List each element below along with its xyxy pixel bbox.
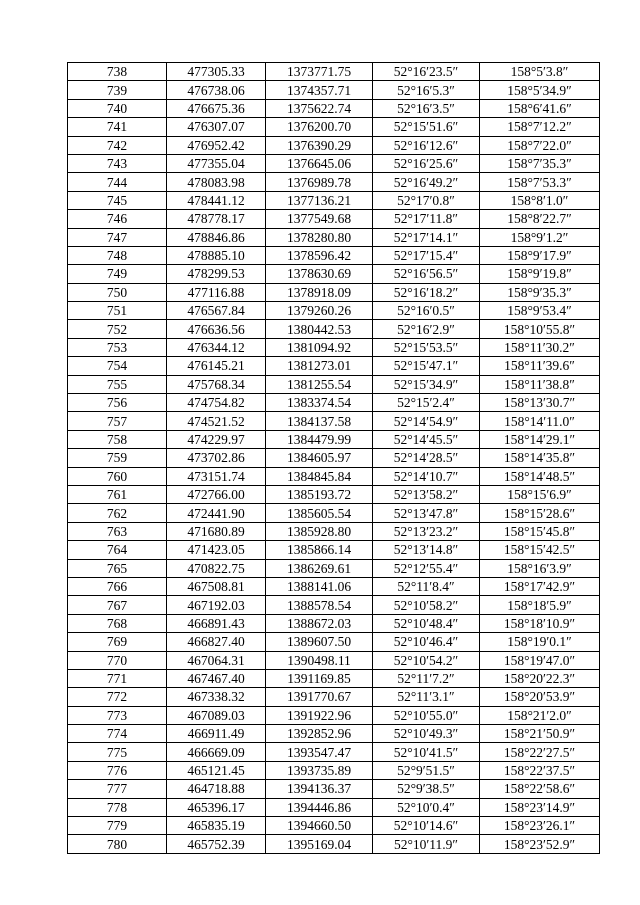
x-coordinate-cell: 478083.98 [167,173,266,191]
latitude-cell: 52°17′0.8″ [373,191,480,209]
table-row [68,191,600,209]
y-coordinate-cell: 1395169.04 [266,835,373,853]
y-coordinate-cell: 1384605.97 [266,449,373,467]
table-row [68,338,600,356]
longitude-cell: 158°7′53.3″ [480,173,600,191]
latitude-cell: 52°17′15.4″ [373,246,480,264]
latitude-cell: 52°12′55.4″ [373,559,480,577]
table-row [68,136,600,154]
y-coordinate-cell: 1378280.80 [266,228,373,246]
y-coordinate-cell: 1379260.26 [266,302,373,320]
x-coordinate-cell: 477116.88 [167,283,266,301]
point-number-cell: 757 [68,412,167,430]
latitude-cell: 52°15′51.6″ [373,118,480,136]
x-coordinate-cell: 472766.00 [167,485,266,503]
y-coordinate-cell: 1388141.06 [266,577,373,595]
x-coordinate-cell: 476636.56 [167,320,266,338]
x-coordinate-cell: 478846.86 [167,228,266,246]
longitude-cell: 158°5′3.8″ [480,63,600,81]
longitude-cell: 158°7′35.3″ [480,154,600,172]
point-number-cell: 745 [68,191,167,209]
point-number-cell: 755 [68,375,167,393]
coordinates-table [67,62,600,854]
y-coordinate-cell: 1374357.71 [266,81,373,99]
latitude-cell: 52°14′54.9″ [373,412,480,430]
latitude-cell: 52°13′47.8″ [373,504,480,522]
table-row [68,99,600,117]
x-coordinate-cell: 465396.17 [167,798,266,816]
y-coordinate-cell: 1381273.01 [266,357,373,375]
latitude-cell: 52°10′58.2″ [373,596,480,614]
latitude-cell: 52°10′49.3″ [373,725,480,743]
table-row [68,430,600,448]
latitude-cell: 52°16′23.5″ [373,63,480,81]
point-number-cell: 770 [68,651,167,669]
y-coordinate-cell: 1377136.21 [266,191,373,209]
point-number-cell: 753 [68,338,167,356]
point-number-cell: 779 [68,817,167,835]
longitude-cell: 158°15′6.9″ [480,485,600,503]
x-coordinate-cell: 478885.10 [167,246,266,264]
y-coordinate-cell: 1394660.50 [266,817,373,835]
longitude-cell: 158°22′37.5″ [480,761,600,779]
longitude-cell: 158°9′1.2″ [480,228,600,246]
table-row [68,228,600,246]
y-coordinate-cell: 1389607.50 [266,633,373,651]
point-number-cell: 758 [68,430,167,448]
y-coordinate-cell: 1385928.80 [266,522,373,540]
y-coordinate-cell: 1388578.54 [266,596,373,614]
y-coordinate-cell: 1391169.85 [266,669,373,687]
longitude-cell: 158°9′17.9″ [480,246,600,264]
table-row [68,541,600,559]
point-number-cell: 738 [68,63,167,81]
y-coordinate-cell: 1377549.68 [266,210,373,228]
y-coordinate-cell: 1392852.96 [266,725,373,743]
point-number-cell: 746 [68,210,167,228]
x-coordinate-cell: 467192.03 [167,596,266,614]
table-row [68,283,600,301]
x-coordinate-cell: 474229.97 [167,430,266,448]
table-row [68,633,600,651]
x-coordinate-cell: 473702.86 [167,449,266,467]
latitude-cell: 52°9′38.5″ [373,780,480,798]
x-coordinate-cell: 470822.75 [167,559,266,577]
point-number-cell: 750 [68,283,167,301]
point-number-cell: 764 [68,541,167,559]
longitude-cell: 158°9′53.4″ [480,302,600,320]
x-coordinate-cell: 467508.81 [167,577,266,595]
longitude-cell: 158°19′0.1″ [480,633,600,651]
latitude-cell: 52°16′12.6″ [373,136,480,154]
longitude-cell: 158°21′2.0″ [480,706,600,724]
point-number-cell: 763 [68,522,167,540]
longitude-cell: 158°11′38.8″ [480,375,600,393]
latitude-cell: 52°10′48.4″ [373,614,480,632]
y-coordinate-cell: 1385605.54 [266,504,373,522]
latitude-cell: 52°15′34.9″ [373,375,480,393]
longitude-cell: 158°11′39.6″ [480,357,600,375]
x-coordinate-cell: 476344.12 [167,338,266,356]
x-coordinate-cell: 471680.89 [167,522,266,540]
longitude-cell: 158°21′50.9″ [480,725,600,743]
point-number-cell: 767 [68,596,167,614]
point-number-cell: 740 [68,99,167,117]
point-number-cell: 759 [68,449,167,467]
y-coordinate-cell: 1378918.09 [266,283,373,301]
latitude-cell: 52°16′25.6″ [373,154,480,172]
longitude-cell: 158°14′35.8″ [480,449,600,467]
table-row [68,743,600,761]
table-row [68,173,600,191]
y-coordinate-cell: 1386269.61 [266,559,373,577]
y-coordinate-cell: 1376989.78 [266,173,373,191]
x-coordinate-cell: 472441.90 [167,504,266,522]
latitude-cell: 52°15′53.5″ [373,338,480,356]
point-number-cell: 780 [68,835,167,853]
x-coordinate-cell: 467467.40 [167,669,266,687]
point-number-cell: 778 [68,798,167,816]
table-row [68,669,600,687]
point-number-cell: 743 [68,154,167,172]
point-number-cell: 749 [68,265,167,283]
y-coordinate-cell: 1373771.75 [266,63,373,81]
point-number-cell: 772 [68,688,167,706]
longitude-cell: 158°22′27.5″ [480,743,600,761]
latitude-cell: 52°16′3.5″ [373,99,480,117]
y-coordinate-cell: 1381094.92 [266,338,373,356]
table-row [68,504,600,522]
table-row [68,449,600,467]
latitude-cell: 52°10′46.4″ [373,633,480,651]
x-coordinate-cell: 476738.06 [167,81,266,99]
y-coordinate-cell: 1384137.58 [266,412,373,430]
table-row [68,375,600,393]
table-row [68,154,600,172]
table-row [68,81,600,99]
x-coordinate-cell: 465835.19 [167,817,266,835]
latitude-cell: 52°10′0.4″ [373,798,480,816]
y-coordinate-cell: 1383374.54 [266,394,373,412]
y-coordinate-cell: 1391770.67 [266,688,373,706]
x-coordinate-cell: 467089.03 [167,706,266,724]
longitude-cell: 158°20′22.3″ [480,669,600,687]
x-coordinate-cell: 474754.82 [167,394,266,412]
longitude-cell: 158°23′26.1″ [480,817,600,835]
y-coordinate-cell: 1376390.29 [266,136,373,154]
point-number-cell: 777 [68,780,167,798]
point-number-cell: 751 [68,302,167,320]
latitude-cell: 52°17′11.8″ [373,210,480,228]
longitude-cell: 158°17′42.9″ [480,577,600,595]
x-coordinate-cell: 467338.32 [167,688,266,706]
longitude-cell: 158°7′12.2″ [480,118,600,136]
y-coordinate-cell: 1393735.89 [266,761,373,779]
longitude-cell: 158°6′41.6″ [480,99,600,117]
y-coordinate-cell: 1394446.86 [266,798,373,816]
table-row [68,835,600,853]
x-coordinate-cell: 465121.45 [167,761,266,779]
longitude-cell: 158°23′14.9″ [480,798,600,816]
latitude-cell: 52°10′55.0″ [373,706,480,724]
latitude-cell: 52°16′49.2″ [373,173,480,191]
longitude-cell: 158°9′19.8″ [480,265,600,283]
longitude-cell: 158°22′58.6″ [480,780,600,798]
latitude-cell: 52°17′14.1″ [373,228,480,246]
point-number-cell: 776 [68,761,167,779]
x-coordinate-cell: 476675.36 [167,99,266,117]
point-number-cell: 768 [68,614,167,632]
table-row [68,118,600,136]
table-row [68,596,600,614]
table-row [68,817,600,835]
x-coordinate-cell: 467064.31 [167,651,266,669]
table-row [68,394,600,412]
point-number-cell: 742 [68,136,167,154]
table-row [68,412,600,430]
latitude-cell: 52°16′2.9″ [373,320,480,338]
x-coordinate-cell: 476952.42 [167,136,266,154]
point-number-cell: 747 [68,228,167,246]
latitude-cell: 52°16′56.5″ [373,265,480,283]
x-coordinate-cell: 476307.07 [167,118,266,136]
point-number-cell: 744 [68,173,167,191]
latitude-cell: 52°14′45.5″ [373,430,480,448]
x-coordinate-cell: 476567.84 [167,302,266,320]
x-coordinate-cell: 471423.05 [167,541,266,559]
point-number-cell: 760 [68,467,167,485]
longitude-cell: 158°14′11.0″ [480,412,600,430]
longitude-cell: 158°15′28.6″ [480,504,600,522]
x-coordinate-cell: 466669.09 [167,743,266,761]
table-row [68,725,600,743]
point-number-cell: 773 [68,706,167,724]
latitude-cell: 52°16′5.3″ [373,81,480,99]
x-coordinate-cell: 478778.17 [167,210,266,228]
longitude-cell: 158°11′30.2″ [480,338,600,356]
latitude-cell: 52°10′11.9″ [373,835,480,853]
table-row [68,559,600,577]
y-coordinate-cell: 1384845.84 [266,467,373,485]
y-coordinate-cell: 1384479.99 [266,430,373,448]
x-coordinate-cell: 477355.04 [167,154,266,172]
longitude-cell: 158°16′3.9″ [480,559,600,577]
x-coordinate-cell: 478299.53 [167,265,266,283]
y-coordinate-cell: 1376645.06 [266,154,373,172]
y-coordinate-cell: 1391922.96 [266,706,373,724]
table-row [68,688,600,706]
point-number-cell: 766 [68,577,167,595]
y-coordinate-cell: 1381255.54 [266,375,373,393]
x-coordinate-cell: 466891.43 [167,614,266,632]
y-coordinate-cell: 1388672.03 [266,614,373,632]
y-coordinate-cell: 1378630.69 [266,265,373,283]
x-coordinate-cell: 477305.33 [167,63,266,81]
y-coordinate-cell: 1390498.11 [266,651,373,669]
point-number-cell: 739 [68,81,167,99]
latitude-cell: 52°10′14.6″ [373,817,480,835]
y-coordinate-cell: 1385193.72 [266,485,373,503]
table-row [68,265,600,283]
point-number-cell: 756 [68,394,167,412]
longitude-cell: 158°15′42.5″ [480,541,600,559]
latitude-cell: 52°13′23.2″ [373,522,480,540]
latitude-cell: 52°15′47.1″ [373,357,480,375]
point-number-cell: 741 [68,118,167,136]
x-coordinate-cell: 464718.88 [167,780,266,798]
point-number-cell: 771 [68,669,167,687]
latitude-cell: 52°11′7.2″ [373,669,480,687]
point-number-cell: 774 [68,725,167,743]
latitude-cell: 52°9′51.5″ [373,761,480,779]
x-coordinate-cell: 466827.40 [167,633,266,651]
longitude-cell: 158°18′10.9″ [480,614,600,632]
point-number-cell: 765 [68,559,167,577]
table-row [68,706,600,724]
longitude-cell: 158°23′52.9″ [480,835,600,853]
longitude-cell: 158°5′34.9″ [480,81,600,99]
latitude-cell: 52°11′8.4″ [373,577,480,595]
longitude-cell: 158°8′22.7″ [480,210,600,228]
table-row [68,651,600,669]
latitude-cell: 52°10′54.2″ [373,651,480,669]
table-row [68,210,600,228]
longitude-cell: 158°14′48.5″ [480,467,600,485]
table-row [68,485,600,503]
table-row [68,577,600,595]
longitude-cell: 158°9′35.3″ [480,283,600,301]
x-coordinate-cell: 475768.34 [167,375,266,393]
table-row [68,467,600,485]
point-number-cell: 769 [68,633,167,651]
latitude-cell: 52°16′0.5″ [373,302,480,320]
table-row [68,357,600,375]
longitude-cell: 158°15′45.8″ [480,522,600,540]
longitude-cell: 158°18′5.9″ [480,596,600,614]
y-coordinate-cell: 1380442.53 [266,320,373,338]
table-row [68,780,600,798]
point-number-cell: 748 [68,246,167,264]
x-coordinate-cell: 473151.74 [167,467,266,485]
longitude-cell: 158°19′47.0″ [480,651,600,669]
x-coordinate-cell: 466911.49 [167,725,266,743]
coordinates-table-body [68,63,600,854]
longitude-cell: 158°20′53.9″ [480,688,600,706]
table-row [68,614,600,632]
x-coordinate-cell: 476145.21 [167,357,266,375]
latitude-cell: 52°16′18.2″ [373,283,480,301]
table-row [68,246,600,264]
y-coordinate-cell: 1376200.70 [266,118,373,136]
table-row [68,522,600,540]
x-coordinate-cell: 465752.39 [167,835,266,853]
table-row [68,761,600,779]
latitude-cell: 52°11′3.1″ [373,688,480,706]
table-row [68,302,600,320]
y-coordinate-cell: 1394136.37 [266,780,373,798]
latitude-cell: 52°13′58.2″ [373,485,480,503]
longitude-cell: 158°10′55.8″ [480,320,600,338]
y-coordinate-cell: 1393547.47 [266,743,373,761]
longitude-cell: 158°13′30.7″ [480,394,600,412]
longitude-cell: 158°7′22.0″ [480,136,600,154]
latitude-cell: 52°15′2.4″ [373,394,480,412]
latitude-cell: 52°10′41.5″ [373,743,480,761]
x-coordinate-cell: 474521.52 [167,412,266,430]
table-row [68,320,600,338]
x-coordinate-cell: 478441.12 [167,191,266,209]
point-number-cell: 752 [68,320,167,338]
y-coordinate-cell: 1385866.14 [266,541,373,559]
longitude-cell: 158°14′29.1″ [480,430,600,448]
point-number-cell: 754 [68,357,167,375]
y-coordinate-cell: 1378596.42 [266,246,373,264]
table-row [68,798,600,816]
table-row [68,63,600,81]
point-number-cell: 762 [68,504,167,522]
point-number-cell: 775 [68,743,167,761]
latitude-cell: 52°14′28.5″ [373,449,480,467]
latitude-cell: 52°14′10.7″ [373,467,480,485]
latitude-cell: 52°13′14.8″ [373,541,480,559]
point-number-cell: 761 [68,485,167,503]
y-coordinate-cell: 1375622.74 [266,99,373,117]
longitude-cell: 158°8′1.0″ [480,191,600,209]
